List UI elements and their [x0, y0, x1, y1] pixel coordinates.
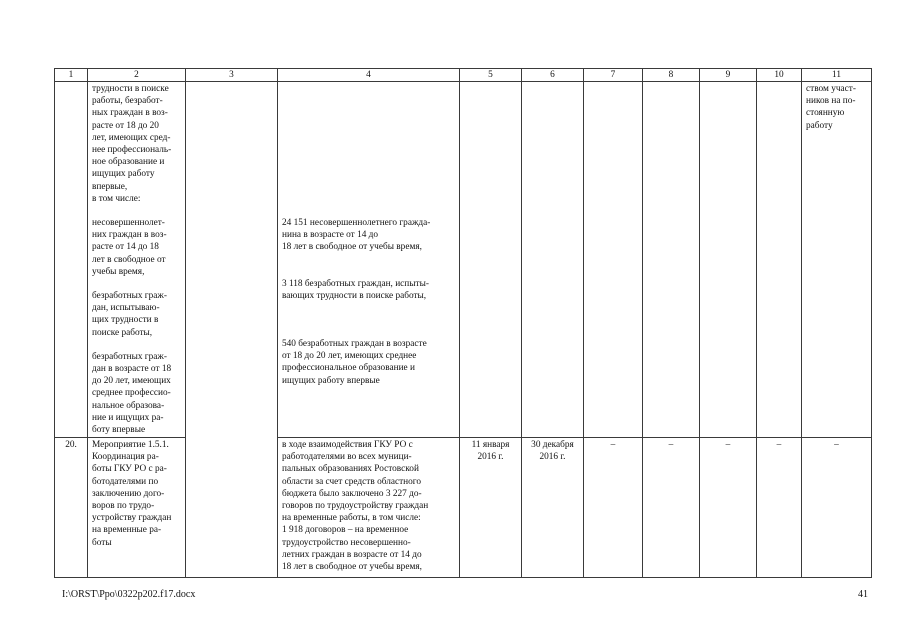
column-header-10: 10: [757, 69, 802, 82]
start-date: [460, 438, 522, 578]
column-header-9: 9: [700, 69, 757, 82]
header-row: [55, 69, 872, 82]
measure-text-minors: несовершеннолет- них граждан в воз- расте от 14 до 18 лет в свободное от учебы время,: [92, 218, 167, 277]
measure-name: [88, 438, 186, 578]
result-text-minors: 24 151 несовершеннолетнего гражда- нина в возрасте от 14 до 18 лет в свободное от учебы время,: [282, 218, 431, 253]
cell-end-date: [522, 82, 584, 438]
column-header-8: 8: [643, 69, 700, 82]
cell-dash-10: –: [757, 438, 802, 578]
end-date: [522, 438, 584, 578]
column-header-11: 11: [802, 69, 872, 82]
cell-col8: [643, 82, 700, 438]
cell-result: [278, 82, 460, 438]
cell-measure-description: [88, 82, 186, 438]
measure-text-intro: трудности в поиске работы, безработ- ных граждан в воз- расте от 18 до 20 лет, имеющих сред- нее профессиональ- ное образование и ищущих работу впервые, в том числе:: [92, 84, 172, 204]
measure-text-graduates: безработных граж- дан в возрасте от 18 до 20 лет, имеющих среднее профессио- нальное образова- ние и ищущих ра- боту впервые: [92, 351, 172, 436]
column-header-1: 1: [55, 69, 88, 82]
measure-name-text: Мероприятие 1.5.1. Координация ра- боты ГКУ РО с ра- ботодателями по заключению дого- воров по трудо- устройству граждан на временные ра- боты: [92, 440, 172, 548]
row-number: 20.: [55, 438, 88, 578]
comment-text: ством участ- ников на по- стоянную работу: [806, 84, 856, 131]
result-description-text: в ходе взаимодействия ГКУ РО с работодателями во всех муници- пальных образованиях Ростовской области за счет средств областного бюджета было заключено 3 227 до- говоров по трудоустройству граждан на временные работы, в том числе: 1 918 договоров – на временное трудоустройство несовершенно- летних граждан в возрасте от 14 до 18 лет в свободное от учебы время,: [282, 440, 429, 573]
cell-col9: [700, 82, 757, 438]
result-description: [278, 438, 460, 578]
cell-col7: [584, 82, 643, 438]
cell-executor: [186, 82, 278, 578]
cell-dash-7: –: [584, 438, 643, 578]
start-date-text: 11 января 2016 г.: [471, 440, 510, 463]
result-text-difficulty: 3 118 безработных граждан, испыты- вающих трудности в поиске работы,: [282, 278, 429, 301]
column-header-6: 6: [522, 69, 584, 82]
page-number: 41: [858, 589, 868, 600]
cell-col10: [757, 82, 802, 438]
cell-dash-9: –: [700, 438, 757, 578]
cell-start-date: [460, 82, 522, 438]
cell-comment: [802, 82, 872, 438]
table-row-continued: [55, 82, 872, 438]
cell-dash-11: –: [802, 438, 872, 578]
column-header-5: 5: [460, 69, 522, 82]
footer-file-path: I:\ORST\Ppo\0322p202.f17.docx: [62, 589, 196, 600]
column-header-2: 2: [88, 69, 186, 82]
measure-text-difficulty: безработных граж- дан, испытываю- щих трудности в поиске работы,: [92, 291, 167, 338]
main-table: [54, 68, 872, 578]
cell-number: [55, 82, 88, 438]
result-text-graduates: 540 безработных граждан в возрасте от 18 до 20 лет, имеющих среднее профессиональное образование и ищущих работу впервые: [282, 339, 427, 386]
column-header-3: 3: [186, 69, 278, 82]
column-header-4: 4: [278, 69, 460, 82]
column-header-7: 7: [584, 69, 643, 82]
cell-dash-8: –: [643, 438, 700, 578]
table-row-20: [55, 438, 872, 578]
end-date-text: 30 декабря 2016 г.: [531, 440, 574, 463]
